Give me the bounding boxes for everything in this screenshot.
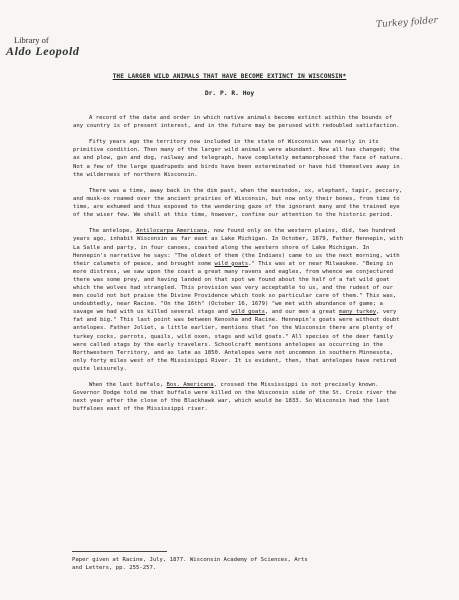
paragraph-text: , very fat and big." This last point was between Kenosha and Racine. Hennepin's goats were without doubt antelopes. Father Joliet, a little earlier, mentions that "on the Wisconsin there are plenty of turkey cocks, parrots, quails, wild oxen, stags and wild goats." All species of the deer family were called stags by the early travelers. Schoolcraft mentions antelopes as occurring in the Northwestern Territory, and as late as 1850. Antelopes were not uncommon in southern Minnesota, only forty miles west of the Mississippi River. It is evident, then, that antelopes have retired quite leisurely. <box>73 309 400 372</box>
paragraph-text: The antelope, <box>89 228 137 235</box>
paragraph-text: ." This was at or near Milwaukee. "Being in more distress, we saw upon the coast a great many ravens and eagles, from whence we conjectured there was some prey, and having landed on that spot we found about the half of a fat wild goat which the wolves had strangled. This provision was very acceptable to us, and the rudest of our men could not but praise the Divine Providence which took so particular care of them." This was, undoubtedly, near Racine. "On the 16th" (October 16, 1679) "we met with abundance of game; a savage we had with us killed several stags and <box>73 260 397 316</box>
paragraph-text: There was a time, away back in the dim past, when the mastodon, ox, elephant, tapir, peccary, and musk-ox roamed over the ancient prairies of Wisconsin, but now only their bones, from time to time, are exhumed and thus exposed to the wondering gaze of the ignorant many and the trained eye of the wiser few. We shall at this time, however, confine our attention to the historic period. <box>73 187 403 219</box>
paragraph-text: , now found only on the western plains, did, two hundred years ago, inhabit Wisconsin as far east as Lake Michigan. In October, 1679, Father Hennepin, with La Salle and party, in four canoes, coasted along the western shore of Lake Michigan. In Hennepin's narrative he says: "The oldest of them (the Indians) came to us the next morning, with their calumets of peace, and brought some <box>73 228 404 267</box>
footnote <box>72 557 412 572</box>
library-stamp <box>6 35 80 57</box>
paragraph <box>73 227 405 373</box>
document-author: Dr. P. R. Hoy <box>204 90 255 97</box>
underlined-term: Antilocarpa Americana <box>136 228 207 235</box>
paragraph-text: When the last buffalo, <box>89 382 167 389</box>
paragraph <box>73 114 405 130</box>
footnote-line-1: Paper given at Racine, July, 1877. Wisconsin Academy of Sciences, Arts <box>72 557 308 563</box>
paragraph <box>73 187 405 219</box>
paragraph-text: , and our men a great <box>264 309 340 316</box>
paragraph <box>73 381 405 413</box>
paragraph <box>73 138 405 178</box>
footnote-line-2: and Letters, pp. 255-257. <box>72 564 157 571</box>
underlined-term: Bos. Americana <box>166 382 214 389</box>
paragraph-text: , crossed the Mississippi is not precisely known. Governor Dodge told me that buffalo were killed on the Wisconsin side of the St. Croix river the next year after the close of the Blackhawk war, which would be 1833. So Wisconsin had the last buffaloes east of the Mississippi river. <box>73 382 397 413</box>
paragraph-text: A record of the date and order in which native animals become extinct within the bounds of any country is of present interest, and in the future may be perused with redoubled satisfaction. <box>73 115 400 130</box>
stamp-library-of: Library of <box>14 35 49 45</box>
body-text <box>73 114 405 422</box>
underlined-term: many turkey <box>339 309 377 316</box>
underlined-term: wild goats <box>214 260 249 267</box>
stamp-name: Aldo Leopold <box>6 44 80 58</box>
handwritten-note: Turkey folder <box>375 15 439 31</box>
underlined-term: wild goats <box>231 309 265 316</box>
paragraph-text: Fifty years ago the territory now included in the state of Wisconsin was nearly in its primitive condition. Then many of the larger wild animals were abundant. Now all has changed; the ax and plow, gun and dog, railway and telegraph, have completely metamorphosed the face of nature. Not a few of the large quadrupeds and birds have been exterminated or have hid themselves away in the wilderness of northern Wisconsin. <box>73 139 404 178</box>
document-title: THE LARGER WILD ANIMALS THAT HAVE BECOME EXTINCT IN WISCONSIN* <box>112 73 347 80</box>
footnote-rule <box>72 551 167 552</box>
